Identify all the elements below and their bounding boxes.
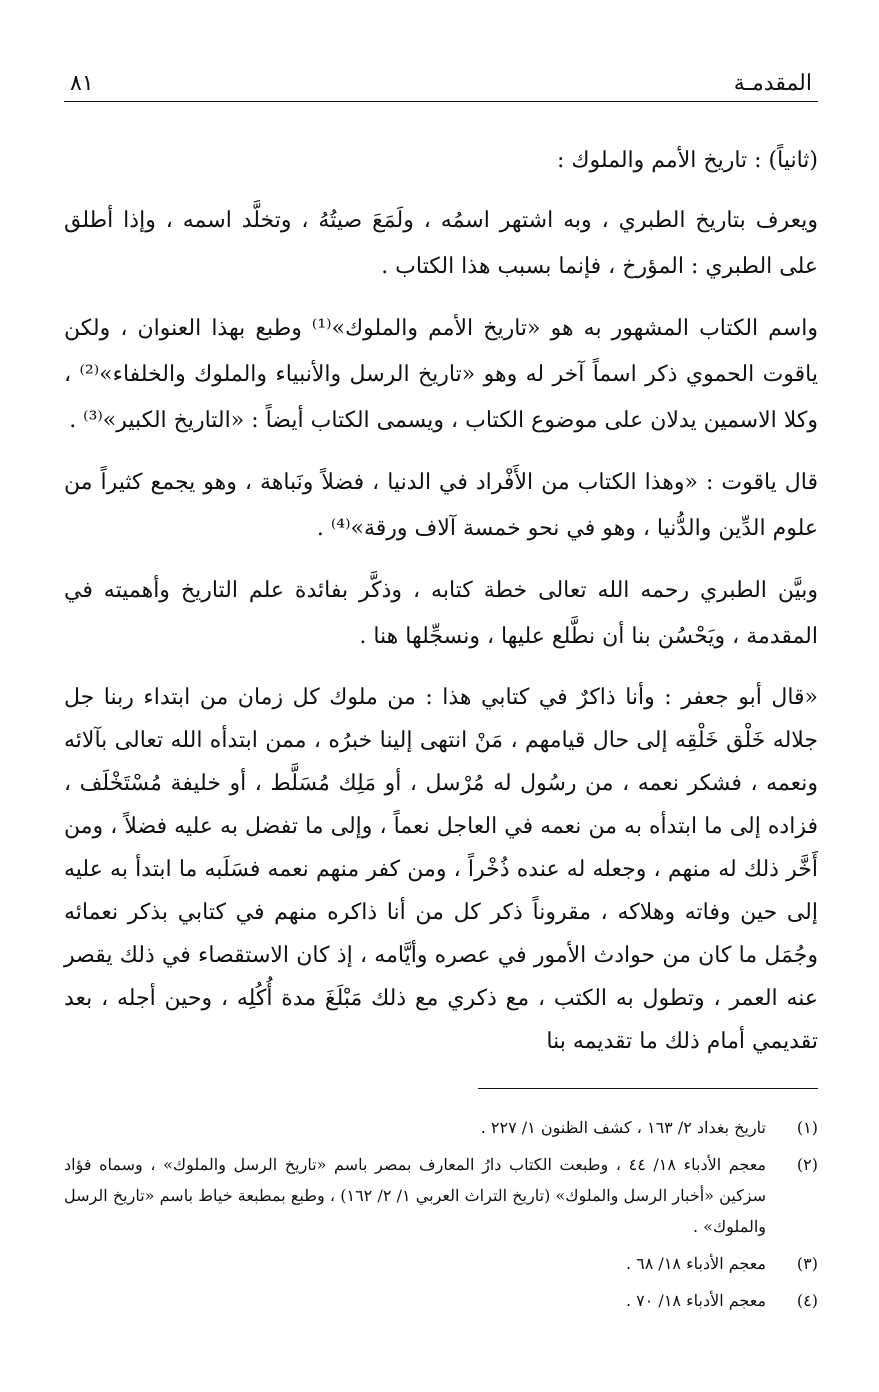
section-heading: (ثانياً) : تاريخ الأمم والملوك :: [556, 148, 818, 173]
running-title: المقدمـة: [733, 71, 812, 96]
footnote: [64, 1149, 818, 1242]
footnote: [64, 1285, 818, 1316]
footnote: [64, 1248, 818, 1279]
paragraph-2: واسم الكتاب المشهور به هو «تاريخ الأمم والملوك»⁽¹⁾ وطبع بهذا العنوان ، ولكن ياقوت الحموي ذكر اسماً آخر له وهو «تاريخ الرسل والأنبياء والملوك والخلفاء»⁽²⁾ ، وكلا الاسمين يدلان على موضوع الكتاب ، ويسمى الكتاب أيضاً : «التاريخ الكبير»⁽³⁾ .: [64, 316, 819, 433]
page-number: ٨١: [70, 71, 94, 96]
footnote-text: معجم الأدباء ١٨/ ٤٤ ، وطبعت الكتاب دارُ المعارف بمصر باسم «تاريخ الرسل والملوك» ، وسماه فؤاد سزكين «أخبار الرسل والملوك» (تاريخ التراث العربي ١/ ٢/ ١٦٢) ، وطبع بمطبعة خياط باسم «تاريخ الرسل والملوك» .: [64, 1155, 766, 1236]
footnote-divider: [478, 1088, 818, 1089]
paragraph-3: قال ياقوت : «وهذا الكتاب من الأَفْراد في الدنيا ، فضلاً ونَباهة ، وهو يجمع كثيراً من علوم الدِّين والدُّنيا ، وهو في نحو خمسة آلاف ورقة»⁽⁴⁾ .: [64, 470, 818, 541]
paragraph-4: وبيَّن الطبري رحمه الله تعالى خطة كتابه ، وذكَّر بفائدة علم التاريخ وأهميته في المقدمة ، ويَحْسُن بنا أن نطَّلع عليها ، ونسجِّلها هنا .: [64, 578, 818, 649]
book-page: [64, 62, 819, 1310]
footnote-number: (٣): [796, 1254, 818, 1273]
quoted-paragraph: «قال أبو جعفر : وأنا ذاكرٌ في كتابي هذا : من ملوك كل زمان من ابتداء ربنا جل جلاله خَلْق خَلْقِه إلى حال قيامهم ، مَنْ انتهى إلينا خبرُه ، ممن ابتدأه الله تعالى بآلائه ونعمه ، فشكر نعمه ، من رسُول له مُرْسل ، أو مَلِك مُسَلَّط ، أو خليفة مُسْتَخْلَف ، فزاده إلى ما ابتدأه به من نعمه في العاجل نعماً ، وإلى ما تفضل به عليه فضلاً ، ومن أَخَّر ذلك له منهم ، وجعله له عنده ذُخْراً ، ومن كفر منهم نعمه فسَلَبه ما ابتدأ به عليه إلى حين وفاته وهلاكه ، مقروناً ذكر كل من أنا ذاكره منهم في كتابي بذكر نعمائه وجُمَل ما كان من حوادث الأمور في عصره وأيَّامه ، إذ كان الاستقصاء في ذلك يقصر عنه العمر ، وتطول به الكتب ، مع ذكري مع ذلك مَبْلَغَ مدة أُكُلِه ، وحين أجله ، بعد تقديمي أمام ذلك ما تقديمه بنا: [64, 685, 818, 1054]
footnote-text: معجم الأدباء ١٨/ ٦٨ .: [625, 1254, 766, 1273]
main-text: [64, 138, 818, 1079]
page-header: [64, 62, 818, 102]
paragraph-1: ويعرف بتاريخ الطبري ، وبه اشتهر اسمُه ، ولَمَعَ صيتُهُ ، وتخلَّد اسمه ، وإذا أطلق على الطبري : المؤرخ ، فإنما بسبب هذا الكتاب .: [64, 208, 819, 279]
footnote-text: معجم الأدباء ١٨/ ٧٠ .: [625, 1291, 766, 1310]
footnote-number: (٢): [796, 1155, 818, 1174]
footnote: [64, 1112, 818, 1143]
footnote-number: (٤): [796, 1291, 818, 1310]
footnotes: [64, 1112, 818, 1322]
footnote-number: (١): [796, 1118, 818, 1137]
footnote-text: تاريخ بغداد ٢/ ١٦٣ ، كشف الظنون ١/ ٢٢٧ .: [480, 1118, 766, 1137]
